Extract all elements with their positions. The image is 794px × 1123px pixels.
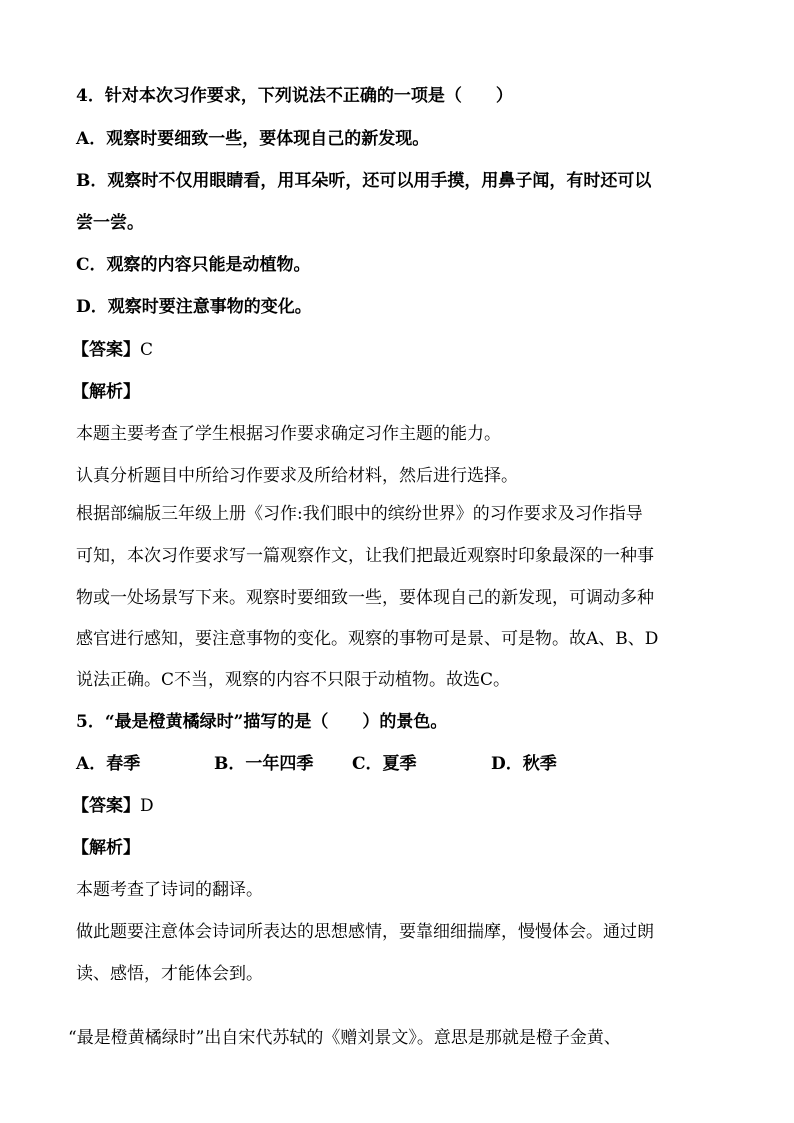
q5-option-b: B．一年四季 [214, 754, 314, 774]
q5-analysis-line: “最是橙黄橘绿时”出自宋代苏轼的《赠刘景文》。意思是那就是橙子金黄、 [68, 1028, 621, 1048]
q4-analysis-line: 认真分析题目中所给习作要求及所给材料，然后进行选择。 [76, 466, 518, 486]
answer-label: 【答案】 [72, 340, 140, 360]
q4-analysis-line: 感官进行感知，要注意事物的变化。观察的事物可是景、可是物。故A、B、D [76, 629, 659, 649]
q4-answer [72, 338, 153, 362]
q5-analysis-line: 做此题要注意体会诗词所表达的思想感情，要靠细细揣摩，慢慢体会。通过朗 [76, 922, 654, 942]
q4-analysis-line: 可知，本次习作要求写一篇观察作文，让我们把最近观察时印象最深的一种事 [76, 546, 654, 566]
answer-value: C [140, 340, 154, 360]
q4-analysis-line: 本题主要考查了学生根据习作要求确定习作主题的能力。 [76, 424, 501, 444]
q5-option-a: A．春季 [76, 754, 141, 774]
q4-option-c: C．观察的内容只能是动植物。 [76, 255, 311, 275]
answer-value: D [140, 796, 154, 816]
q5-stem: 5．“最是橙黄橘绿时”描写的是（ ）的景色。 [76, 712, 448, 732]
q5-analysis-label: 【解析】 [72, 838, 140, 858]
q4-option-b: B．观察时不仅用眼睛看，用耳朵听，还可以用手摸，用鼻子闻，有时还可以 [76, 171, 652, 191]
q4-stem: 4．针对本次习作要求，下列说法不正确的一项是（ ） [76, 86, 513, 106]
q4-analysis-line: 物或一处场景写下来。观察时要细致一些，要体现自己的新发现，可调动多种 [76, 588, 654, 608]
q4-option-b-cont: 尝一尝。 [76, 213, 144, 233]
q5-answer [72, 794, 154, 818]
q4-analysis-line: 根据部编版三年级上册《习作:我们眼中的缤纷世界》的习作要求及习作指导 [76, 504, 643, 524]
q5-option-d: D．秋季 [491, 754, 557, 774]
q4-option-d: D．观察时要注意事物的变化。 [76, 297, 312, 317]
q5-analysis-line: 本题考查了诗词的翻译。 [76, 880, 263, 900]
q4-analysis-label: 【解析】 [72, 382, 140, 402]
q4-option-a: A．观察时要细致一些，要体现自己的新发现。 [76, 129, 430, 149]
q4-analysis-line: 说法正确。C不当，观察的内容不只限于动植物。故选C。 [76, 670, 511, 690]
q5-analysis-line: 读、感悟，才能体会到。 [76, 964, 263, 984]
q5-option-c: C．夏季 [352, 754, 417, 774]
answer-label: 【答案】 [72, 796, 140, 816]
